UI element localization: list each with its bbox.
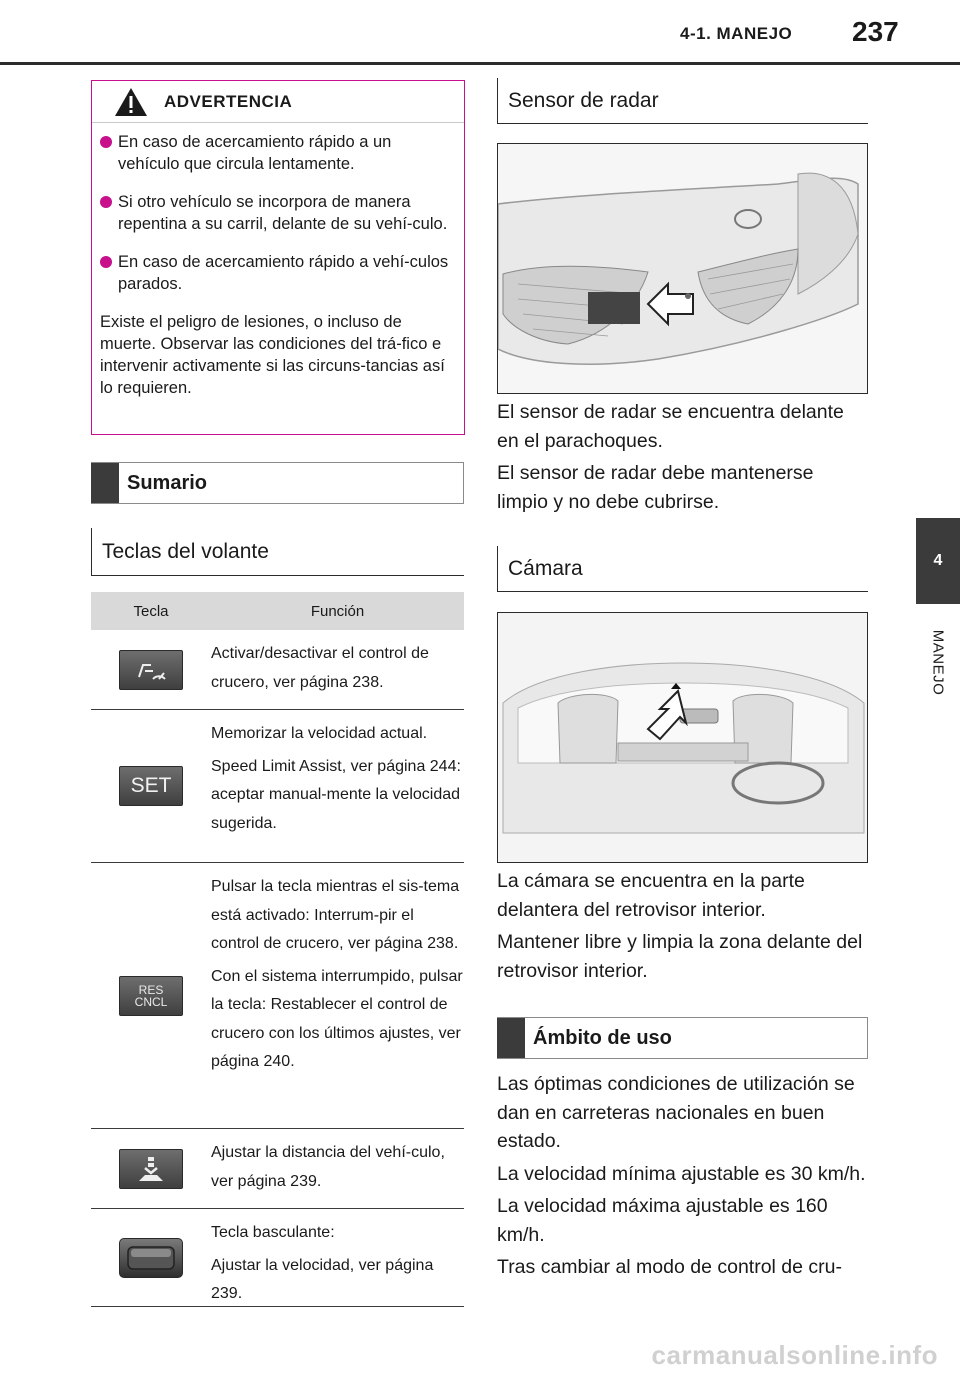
paragraph: El sensor de radar debe mantenerse limpio y no debe cubrirse. bbox=[497, 462, 814, 513]
function-text: Activar/desactivar el control de crucero, ver página 238. bbox=[211, 645, 429, 691]
table-row bbox=[91, 630, 464, 710]
table-function-cell bbox=[211, 1209, 464, 1306]
warning-item bbox=[100, 251, 452, 295]
table-key-cell bbox=[91, 630, 211, 709]
bullet-dot-icon bbox=[100, 196, 112, 208]
section-heading-sumario bbox=[91, 462, 464, 504]
section-heading-ambito bbox=[497, 1017, 868, 1059]
warning-item bbox=[100, 131, 452, 175]
bullet-dot-icon bbox=[100, 136, 112, 148]
paragraph: Mantener libre y limpia la zona delante del retrovisor interior. bbox=[497, 931, 863, 982]
table-row bbox=[91, 1209, 464, 1307]
table-function-cell bbox=[211, 1129, 464, 1208]
warning-box bbox=[91, 80, 465, 435]
res-key-label: RES bbox=[138, 982, 164, 997]
warning-triangle-icon bbox=[114, 87, 148, 117]
running-header-section: 4-1. MANEJO bbox=[680, 24, 793, 43]
function-text: Speed Limit Assist, ver página 244: aceptar manual-mente la velocidad sugerida. bbox=[211, 757, 461, 832]
warning-title: ADVERTENCIA bbox=[164, 91, 293, 111]
cruise-control-icon bbox=[119, 650, 183, 690]
distance-key-icon bbox=[119, 1149, 183, 1189]
watermark: carmanualsonline.info bbox=[651, 1340, 938, 1370]
table-function-cell bbox=[211, 630, 464, 709]
heading-bar bbox=[497, 1018, 525, 1058]
table-key-cell bbox=[91, 1209, 211, 1306]
warning-note: Existe el peligro de lesiones, o incluso de muerte. Observar las condiciones del trá-fico e intervenir activamente si las circuns-tancias así lo requieren. bbox=[100, 313, 445, 397]
warning-item-text: En caso de acercamiento rápido a un vehículo que circula lentamente. bbox=[118, 133, 392, 173]
warning-item-text: Si otro vehículo se incorpora de manera repentina a su carril, delante de su vehí-culo. bbox=[118, 193, 448, 233]
table-function-cell bbox=[211, 710, 464, 862]
section-title: Ámbito de uso bbox=[533, 1026, 672, 1049]
car-front-bumper-image bbox=[498, 144, 868, 394]
chapter-side-label-text: MANEJO bbox=[929, 629, 947, 695]
table-header-function: Función bbox=[310, 602, 365, 620]
function-text: Tecla basculante: bbox=[211, 1224, 335, 1241]
subsection-heading-camara: Cámara bbox=[497, 546, 868, 592]
page-number: 237 bbox=[852, 16, 899, 47]
warning-item-text: En caso de acercamiento rápido a vehí-culos parados. bbox=[118, 253, 449, 293]
table-row bbox=[91, 710, 464, 863]
paragraph: Las óptimas condiciones de utilización se dan en carreteras nacionales en buen estado. bbox=[497, 1073, 855, 1152]
ambito-text bbox=[497, 1070, 867, 1286]
rocker-key-icon bbox=[119, 1238, 183, 1278]
header-rule bbox=[0, 62, 960, 65]
function-text: Memorizar la velocidad actual. bbox=[211, 725, 428, 742]
subsection-heading-radar: Sensor de radar bbox=[497, 78, 868, 124]
function-text: Pulsar la tecla mientras el sis-tema está activado: Interrum-pir el control de crucero, ver página 238. bbox=[211, 878, 460, 952]
table-row bbox=[91, 863, 464, 1129]
warning-item bbox=[100, 191, 452, 235]
chapter-side-label bbox=[916, 612, 960, 712]
table-function-cell bbox=[211, 863, 464, 1128]
paragraph: El sensor de radar se encuentra delante en el parachoques. bbox=[497, 401, 844, 452]
table-key-cell bbox=[91, 863, 211, 1128]
cncl-key-label: CNCL bbox=[134, 994, 168, 1009]
keys-table bbox=[91, 592, 464, 1307]
table-key-cell bbox=[91, 710, 211, 862]
table-header-key: Tecla bbox=[133, 602, 169, 620]
set-key-icon: SET bbox=[119, 766, 183, 806]
radar-sensor-illustration bbox=[497, 143, 868, 394]
res-cncl-key-icon bbox=[119, 976, 183, 1016]
warning-header bbox=[92, 81, 464, 123]
function-text: Ajustar la velocidad, ver página 239. bbox=[211, 1256, 434, 1302]
radar-text bbox=[497, 398, 867, 520]
section-title: Sumario bbox=[127, 471, 208, 494]
table-header bbox=[91, 592, 464, 630]
bullet-dot-icon bbox=[100, 256, 112, 268]
function-text: Ajustar la distancia del vehí-culo, ver página 239. bbox=[211, 1144, 445, 1190]
chapter-tab-number: 4 bbox=[933, 552, 943, 569]
heading-bar bbox=[91, 463, 119, 503]
table-row bbox=[91, 1129, 464, 1209]
chapter-tab bbox=[916, 518, 960, 604]
subsection-heading-teclas: Teclas del volante bbox=[91, 528, 464, 576]
warning-body bbox=[92, 123, 464, 399]
paragraph: Tras cambiar al modo de control de cru- bbox=[497, 1256, 843, 1278]
camera-text bbox=[497, 867, 867, 989]
paragraph: La cámara se encuentra en la parte delantera del retrovisor interior. bbox=[497, 870, 805, 921]
car-interior-image bbox=[498, 613, 868, 863]
function-text: Con el sistema interrumpido, pulsar la tecla: Restablecer el control de crucero con los últimos ajustes, ver página 240. bbox=[211, 967, 463, 1070]
paragraph: La velocidad mínima ajustable es 30 km/h. bbox=[497, 1162, 866, 1185]
paragraph: La velocidad máxima ajustable es 160 km/h. bbox=[497, 1195, 828, 1246]
camera-illustration bbox=[497, 612, 868, 863]
table-key-cell bbox=[91, 1129, 211, 1208]
